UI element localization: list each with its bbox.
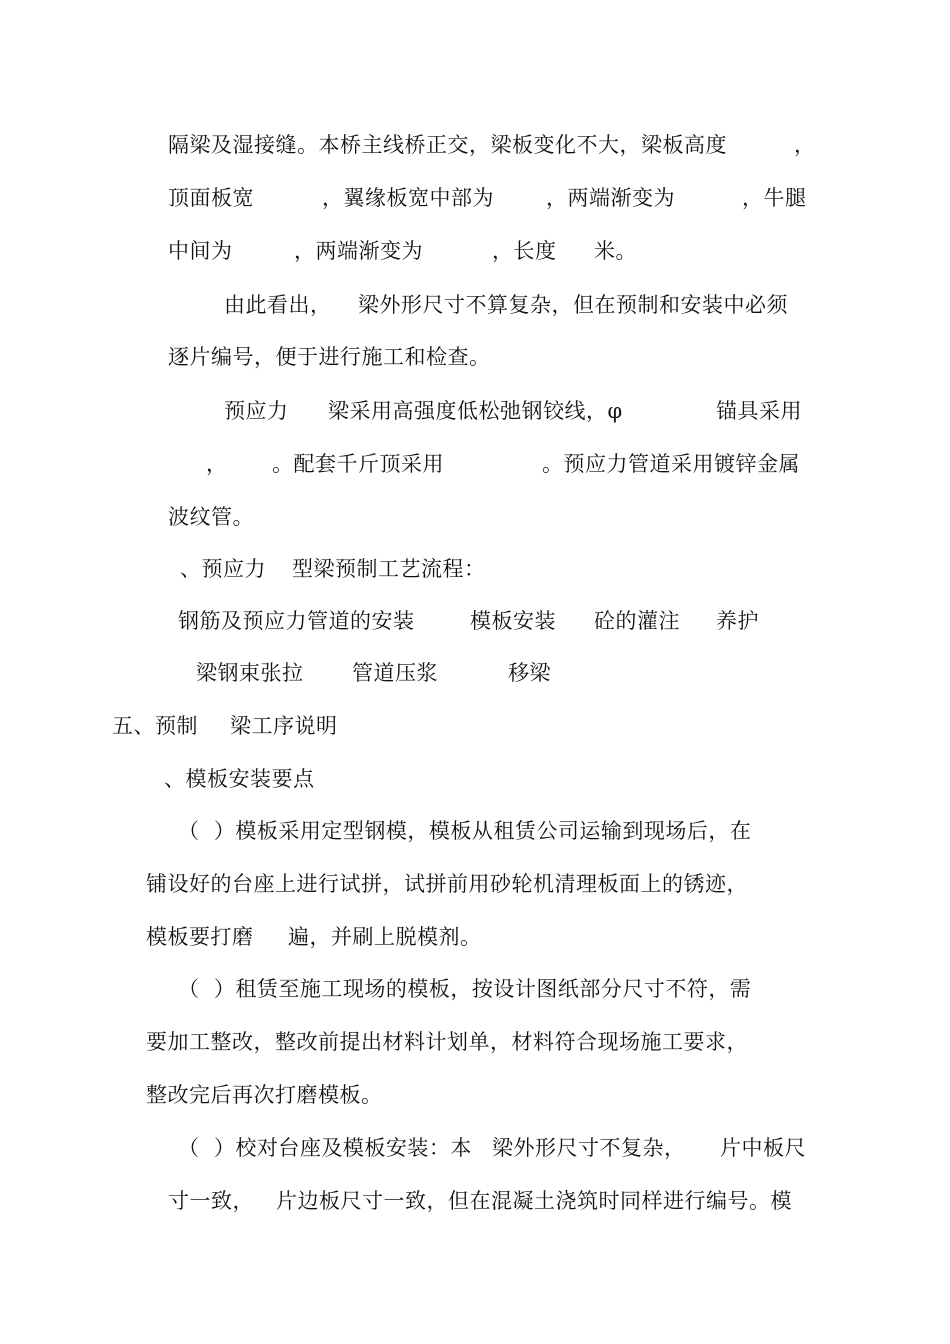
p1-line2a: 顶面板宽 — [168, 186, 254, 210]
p1-line2c: ，两端渐变为 — [546, 186, 675, 210]
flow-step-5: 梁钢束张拉 — [196, 661, 304, 685]
p3-line1c: 锚具采用 — [716, 399, 802, 423]
section5-title-b: 梁工序说明 — [230, 714, 338, 738]
item1-line3a: 模板要打磨 — [146, 925, 254, 949]
p3-line1b: 梁采用高强度低松弛钢铰线，φ — [328, 399, 623, 423]
p3-line2a: ， — [206, 452, 228, 476]
p3-line1a: 预应力 — [224, 399, 289, 423]
item3-line1c: 片中板尺 — [720, 1136, 806, 1160]
flow-step-3: 砼的灌注 — [594, 609, 680, 633]
item3-line2b: 片边板尺寸一致，但在混凝土浇筑时同样进行编号。模 — [276, 1189, 792, 1213]
item1-line1: （ ）模板采用定型钢模，模板从租赁公司运输到现场后，在 — [178, 819, 752, 843]
p3-line3: 波纹管。 — [168, 505, 254, 529]
item2-line3: 整改完后再次打磨模板。 — [146, 1083, 383, 1107]
p1-line3a: 中间为 — [168, 239, 233, 263]
p3-line2b: 。配套千斤顶采用 — [272, 452, 444, 476]
item1-line3b: 遍，并刷上脱模剂。 — [288, 925, 482, 949]
p2-line1a: 由此看出， — [224, 293, 332, 317]
item3-line1a: （ ）校对台座及模板安装：本 — [178, 1136, 472, 1160]
section5-title-a: 五、预制 — [112, 714, 198, 738]
flow-heading-a: 、预应力 — [180, 557, 266, 581]
section5-sub1: 、模板安装要点 — [164, 767, 315, 791]
flow-step-4: 养护 — [716, 609, 759, 633]
p1-line1-end: ， — [794, 133, 816, 157]
p2-line1b: 梁外形尺寸不算复杂，但在预制和安装中必须 — [358, 293, 788, 317]
flow-step-6: 管道压浆 — [352, 661, 438, 685]
item3-line1b: 梁外形尺寸不复杂， — [492, 1136, 686, 1160]
item1-line2: 铺设好的台座上进行试拼，试拼前用砂轮机清理板面上的锈迹， — [146, 872, 748, 896]
p1-line2b: ，翼缘板宽中部为 — [322, 186, 494, 210]
p1-line3c: ，长度 — [492, 239, 557, 263]
p1-line1: 隔梁及湿接缝。本桥主线桥正交，梁板变化不大，梁板高度 — [168, 133, 727, 157]
p1-line3b: ，两端渐变为 — [294, 239, 423, 263]
flow-step-7: 移梁 — [508, 661, 551, 685]
item2-line2: 要加工整改，整改前提出材料计划单，材料符合现场施工要求， — [146, 1030, 748, 1054]
flow-step-2: 模板安装 — [470, 609, 556, 633]
p1-line3d: 米。 — [594, 239, 637, 263]
p2-line2: 逐片编号，便于进行施工和检查。 — [168, 345, 491, 369]
flow-step-1: 钢筋及预应力管道的安装 — [178, 609, 415, 633]
item2-line1: （ ）租赁至施工现场的模板，按设计图纸部分尺寸不符，需 — [178, 977, 752, 1001]
flow-heading-b: 型梁预制工艺流程： — [292, 557, 486, 581]
p3-line2c: 。预应力管道采用镀锌金属 — [542, 452, 800, 476]
p1-line2d: ，牛腿 — [742, 186, 807, 210]
item3-line2a: 寸一致， — [168, 1189, 254, 1213]
